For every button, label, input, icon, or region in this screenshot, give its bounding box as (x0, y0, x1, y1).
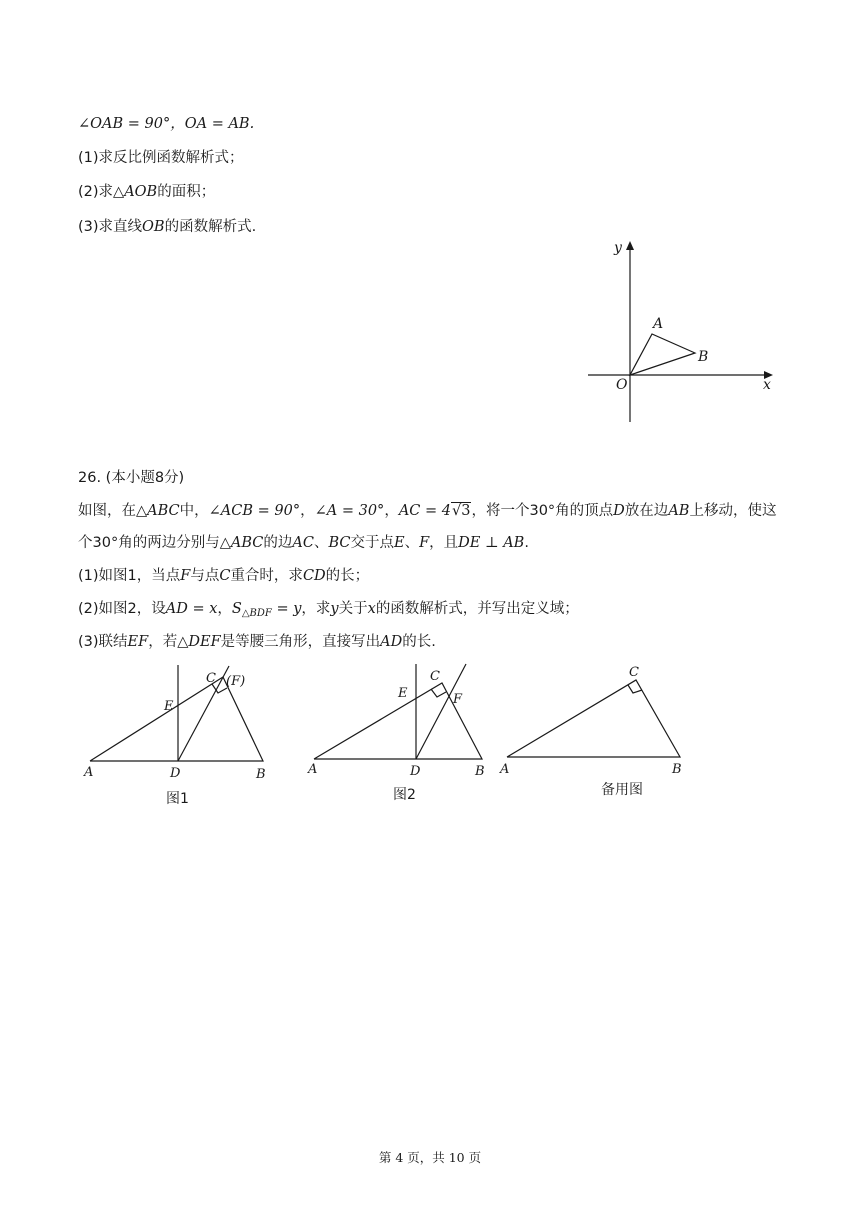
fig2-label-d: D (410, 764, 421, 779)
label-b: B (698, 349, 709, 365)
fig3-label-a: A (500, 762, 510, 777)
fig3-triangle (507, 680, 680, 757)
fig2-caption: 图2 (393, 787, 416, 803)
q26-statement-line1: 如图，在△ABC中，∠ACB = 90°，∠A = 30°，AC = 4√3，将一个30°角的顶点D放在边AB上移动，使这 (78, 503, 777, 519)
fig1-label-a: A (84, 765, 94, 780)
q25-part1: (1)求反比例函数解析式； (78, 150, 244, 166)
fig2-label-b: B (475, 764, 485, 779)
q25-condition: ∠OAB = 90°，OA = AB. (78, 116, 255, 132)
fig1-label-e: E (164, 699, 174, 714)
q26-part3: (3)联结EF，若△DEF是等腰三角形，直接写出AD的长. (78, 634, 436, 650)
fig3-caption: 备用图 (601, 782, 643, 798)
fig2-label-e: E (398, 686, 408, 701)
label-o: O (616, 377, 628, 393)
label-x: x (763, 377, 771, 393)
label-a: A (653, 316, 664, 332)
label-y: y (614, 240, 622, 256)
fig1-label-c: C (206, 671, 216, 686)
q26-header: 26. (本小题8分) (78, 470, 185, 486)
fig3-label-b: B (672, 762, 682, 777)
q26-part2: (2)如图2，设AD = x，$S_{\triangle BDF} = y$，求y关于x的函数解析式，并写出定义域； (78, 601, 579, 619)
q26-statement-line2: 个30°角的两边分别与△ABC的边AC、BC交于点E、F，且DE ⊥ AB. (78, 535, 529, 551)
fig1-label-d: D (170, 766, 181, 781)
page-footer: 第 4 页，共 10 页 (378, 1150, 482, 1165)
fig1-label-f: (F) (226, 674, 246, 689)
fig2-label-c: C (430, 669, 440, 684)
fig2-label-a: A (308, 762, 318, 777)
q26-part1: (1)如图1，当点F与点C重合时，求CD的长； (78, 568, 370, 584)
fig1-caption: 图1 (166, 791, 189, 807)
q25-part2: (2)求△AOB的面积； (78, 184, 216, 200)
fig1-label-b: B (256, 767, 266, 782)
fig3-label-c: C (629, 665, 639, 680)
fig2-label-f: F (453, 692, 463, 707)
q25-part3: (3)求直线OB的函数解析式. (78, 219, 257, 235)
